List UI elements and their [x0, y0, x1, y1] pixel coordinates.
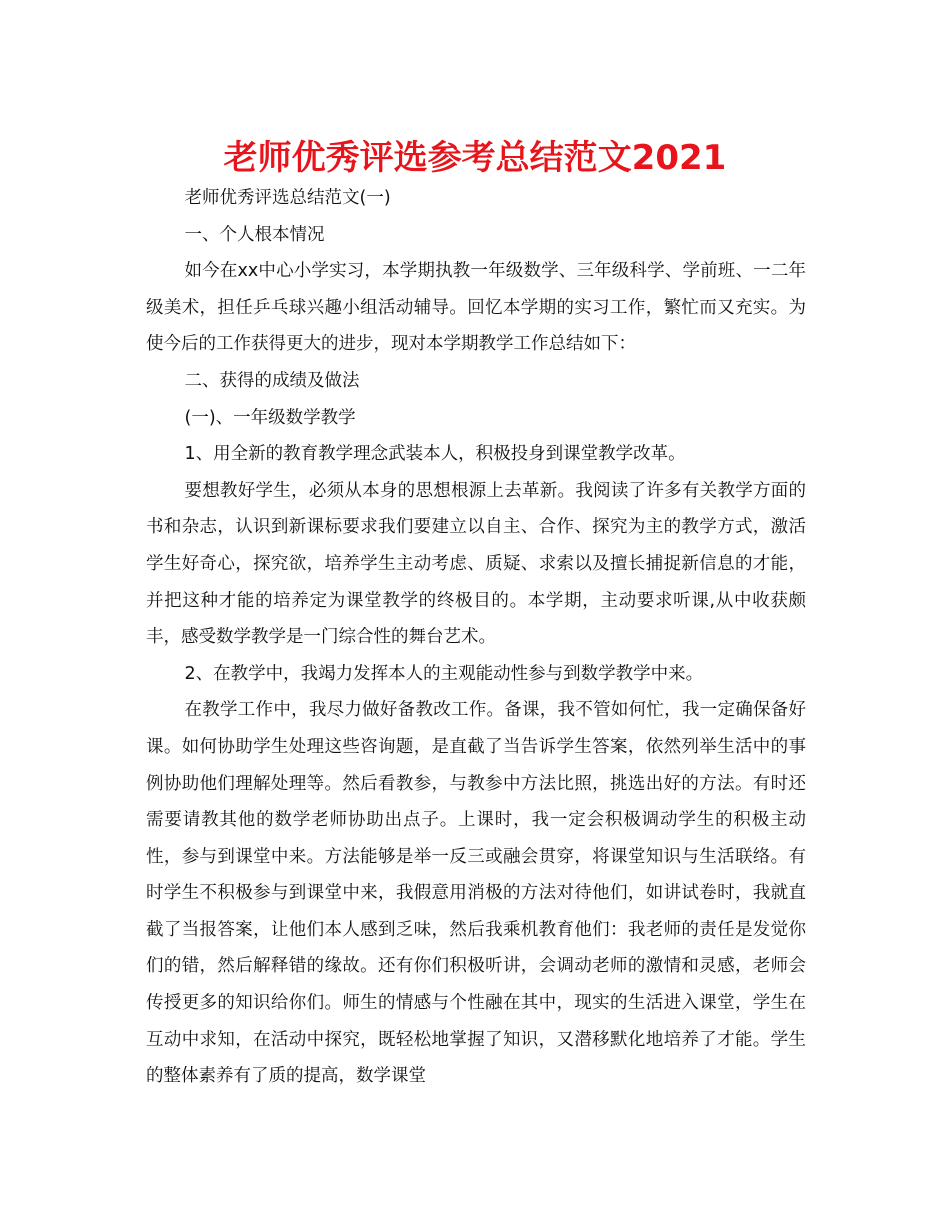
paragraph: 要想教好学生，必须从本身的思想根源上去革新。我阅读了许多有关教学方面的书和杂志，认识到新课标要求我们要建立以自主、合作、探究为主的教学方式，激活学生好奇心，探究欲，培养学生主动考虑、质疑、求索以及擅长捕捉新信息的才能，并把这种才能的培养定为课堂教学的终极目的。本学期，主动要求听课,从中收获颇丰，感受数学教学是一门综合性的舞台艺术。 [146, 480, 806, 648]
section-heading: 老师优秀评选总结范文(一) [184, 188, 391, 208]
section-heading: 二、获得的成绩及做法 [184, 370, 360, 391]
subsection-heading: 1、用全新的教育教学理念武装本人，积极投身到课堂教学改革。 [184, 444, 686, 465]
subsection-heading: 2、在教学中，我竭力发挥本人的主观能动性参与到数学教学中来。 [184, 663, 704, 684]
document-title: 老师优秀评选参考总结范文2021 [223, 138, 727, 178]
section-heading: 一、个人根本情况 [184, 224, 325, 245]
section-heading: (一)、一年级数学教学 [184, 407, 356, 428]
document-body [146, 180, 806, 1095]
paragraph: 在教学工作中，我尽力做好备教改工作。备课，我不管如何忙，我一定确保备好课。如何协助学生处理这些咨询题，是直截了当告诉学生答案，依然列举生活中的事例协助他们理解处理等。然后看教参，与教参中方法比照，挑选出好的方法。有时还需要请教其他的数学老师协助出点子。上课时，我一定会积极调动学生的积极主动性，参与到课堂中来。方法能够是举一反三或融会贯穿，将课堂知识与生活联络。有时学生不积极参与到课堂中来，我假意用消极的方法对待他们，如讲试卷时，我就直截了当报答案，让他们本人感到乏味，然后我乘机教育他们：我老师的责任是发觉你们的错，然后解释错的缘故。还有你们积极听讲，会调动老师的激情和灵感，老师会传授更多的知识给你们。师生的情感与个性融在其中，现实的生活进入课堂，学生在互动中求知，在活动中探究，既轻松地掌握了知识，又潜移默化地培养了才能。学生的整体素养有了质的提高，数学课堂 [146, 700, 806, 1087]
paragraph: 如今在xx中心小学实习，本学期执教一年级数学、三年级科学、学前班、一二年级美术，担任乒乓球兴趣小组活动辅导。回忆本学期的实习工作，繁忙而又充实。为使今后的工作获得更大的进步，现对本学期教学工作总结如下： [146, 261, 806, 355]
